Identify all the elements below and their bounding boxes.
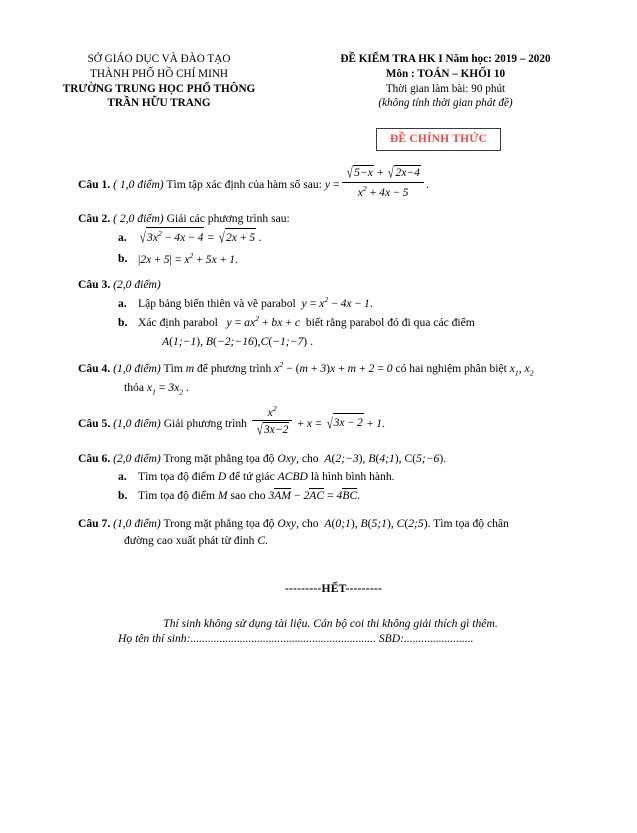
question-3-part-b-body xyxy=(138,313,597,351)
question-6-part-a-text-c: là hình bình hành. xyxy=(310,469,395,483)
question-6-points: (2,0 điểm) xyxy=(113,452,161,466)
question-1-label: Câu 1. xyxy=(78,178,111,192)
exam-duration-note: (không tính thời gian phát đề) xyxy=(378,97,513,110)
question-3-part-b xyxy=(118,313,597,351)
question-5-text: Giải phương trình xyxy=(163,416,247,430)
question-7-line2-var: C. xyxy=(257,534,268,548)
question-3-part-b-mark: b. xyxy=(118,316,128,330)
department-line-1: SỞ GIÁO DỤC VÀ ĐÀO TẠO xyxy=(87,53,231,65)
question-6-part-b-var-a: M xyxy=(217,488,228,502)
question-6-part-a-var-a: D xyxy=(217,469,227,483)
official-exam-badge: ĐỀ CHÍNH THỨC xyxy=(376,128,501,151)
candidate-sbd-dots: ........................ xyxy=(404,632,474,645)
school-type-line: TRƯỜNG TRUNG HỌC PHỔ THÔNG xyxy=(62,82,256,95)
question-2 xyxy=(78,210,597,269)
question-6-label: Câu 6. xyxy=(78,452,111,466)
question-2-part-b xyxy=(118,250,597,270)
question-7-label: Câu 7. xyxy=(78,516,111,530)
question-3-part-b-text2: biết rằng parabol đó đi qua các điểm xyxy=(305,316,475,330)
question-3-part-a xyxy=(118,294,597,314)
question-4-points: (1,0 điểm) xyxy=(113,361,161,375)
question-4-text-c: có hai nghiệm phân biệt xyxy=(395,361,507,375)
question-5-formula: $\frac{x^2}{√3x-2}$ + x = √3x − 2 + 1. xyxy=(250,417,385,430)
department-line-2: THÀNH PHỐ HỒ CHÍ MINH xyxy=(90,67,228,80)
question-6-part-a xyxy=(118,468,597,487)
end-marker: ---------HẾT--------- xyxy=(284,582,383,595)
question-6-part-a-quad: ACBD xyxy=(277,469,308,483)
question-2-text: Giải các phương trình sau: xyxy=(166,211,290,225)
candidate-name-dots: ................................................................ xyxy=(190,632,376,645)
question-6-part-b-mark: b. xyxy=(118,488,128,502)
question-2-points: ( 2,0 điểm) xyxy=(113,211,164,225)
question-7-text3: . Tìm tọa độ chân xyxy=(427,516,509,530)
school-name-line: TRẦN HỮU TRANG xyxy=(107,97,211,110)
question-4-formula: $x^2 - (m + 3)x + m + 2 = 0$ xyxy=(274,359,393,375)
question-6-part-a-text-a: Tìm tọa độ điểm xyxy=(138,469,215,483)
question-3-label: Câu 3. xyxy=(78,278,111,292)
question-4-text-b: để phương trình xyxy=(197,361,272,375)
question-4-line2 xyxy=(78,379,597,398)
question-2-part-b-formula: $|2x + 5| = x^2 + 5x + 1$. xyxy=(138,250,238,266)
question-7 xyxy=(78,515,597,550)
official-stamp-wrap xyxy=(0,128,637,151)
question-1-points: ( 1,0 điểm) xyxy=(113,178,164,192)
question-6-part-b xyxy=(118,487,597,506)
candidate-info-line xyxy=(40,632,597,645)
question-7-text: Trong mặt phẳng tọa độ xyxy=(163,516,275,530)
exam-title-line: ĐỀ KIỂM TRA HK I Năm học: 2019 – 2020 xyxy=(340,53,551,65)
question-3-part-a-body xyxy=(138,294,597,314)
question-6-part-b-body xyxy=(138,487,597,506)
question-4 xyxy=(78,359,597,398)
school-header-block xyxy=(34,52,284,111)
question-6-plane: Oxy xyxy=(277,452,297,466)
question-2-part-a xyxy=(118,227,597,249)
exam-header-block xyxy=(284,52,603,111)
question-3-part-b-points: A(1;−1), B(−2;−16),C(−1;−7) . xyxy=(162,335,313,349)
question-7-line2 xyxy=(78,532,597,550)
question-3-part-a-text: Lập bảng biến thiên và vẽ parabol xyxy=(138,296,296,310)
question-6 xyxy=(78,450,597,505)
questions-container xyxy=(0,164,637,557)
candidate-name-label: Họ tên thí sinh: xyxy=(118,632,191,645)
question-6-part-b-text-b: sao cho xyxy=(230,488,266,502)
question-1-formula: y = $\frac{√5-x + √2x-4}{x^2 + 4x - 5}$ xyxy=(325,178,426,191)
question-6-part-b-text-a: Tìm tọa độ điểm xyxy=(138,488,215,502)
question-3-parts xyxy=(78,294,597,352)
question-5-points: (1,0 điểm) xyxy=(113,416,161,430)
question-6-points-list: A(2;−3), B(4;1), C(5;−6). xyxy=(324,452,447,466)
question-6-parts xyxy=(78,468,597,506)
question-7-points: (1,0 điểm) xyxy=(113,516,161,530)
page-header xyxy=(0,0,637,111)
question-7-text2: , cho xyxy=(296,516,319,530)
question-6-text: Trong mặt phẳng tọa độ xyxy=(163,452,275,466)
question-4-line2-formula: $x_1 = 3x_2$ . xyxy=(146,380,189,396)
question-2-parts xyxy=(78,227,597,269)
question-2-part-b-mark: b. xyxy=(118,252,128,266)
question-2-part-a-formula: $√3x^2 - 4x - 4 = √2x + 5$ . xyxy=(139,228,262,247)
question-4-line2-text: thỏa xyxy=(124,380,144,394)
question-3-part-a-mark: a. xyxy=(118,296,127,310)
question-6-part-a-body xyxy=(138,468,597,487)
question-1-text: Tìm tập xác định của hàm số sau: xyxy=(166,178,322,192)
exam-subject-line: Môn : TOÁN – KHỐI 10 xyxy=(385,67,506,80)
question-4-label: Câu 4. xyxy=(78,361,111,375)
question-5 xyxy=(78,403,597,442)
question-1: Câu 1. ( 1,0 điểm) Tìm tập xác định của hàm số sau: y = $\frac{√5-x + √2x-4}{x^2 + 4x - 5}$ . xyxy=(78,164,429,200)
question-3-part-b-formula: $y = ax^2$ + bx + c xyxy=(220,314,300,330)
question-4-variable: m xyxy=(185,361,195,375)
question-5-label: Câu 5. xyxy=(78,416,111,430)
question-3-part-b-text: Xác định parabol xyxy=(138,316,218,330)
question-6-part-a-text-b: để tứ giác xyxy=(229,469,275,483)
question-7-plane: Oxy xyxy=(277,516,297,530)
question-6-part-b-formula: 3AM − 2AC = 4BC. xyxy=(268,488,361,502)
page-footer xyxy=(0,582,637,645)
question-7-points-list: A(0;1), B(5;1), C(2;5) xyxy=(324,516,428,530)
question-3 xyxy=(78,276,597,352)
question-3-part-a-formula: $y = x^2 - 4x - 1$. xyxy=(298,294,373,310)
candidate-sbd-label: SBD: xyxy=(378,632,404,645)
exam-rules-note: Thí sinh không sử dụng tài liệu. Cán bộ coi thi không giải thích gì thêm. xyxy=(163,617,498,630)
question-6-part-a-mark: a. xyxy=(118,469,127,483)
question-2-part-a-mark: a. xyxy=(118,231,127,245)
question-4-roots: $x_1$, $x_2$ xyxy=(509,361,534,378)
exam-duration-line: Thời gian làm bài: 90 phút xyxy=(385,82,506,95)
question-2-label: Câu 2. xyxy=(78,211,111,225)
question-3-points: (2,0 điểm) xyxy=(113,278,161,292)
question-6-text2: , cho xyxy=(296,452,319,466)
question-7-line2-text: đường cao xuất phát từ đỉnh xyxy=(124,534,255,548)
question-4-text-a: Tìm xyxy=(163,361,183,375)
